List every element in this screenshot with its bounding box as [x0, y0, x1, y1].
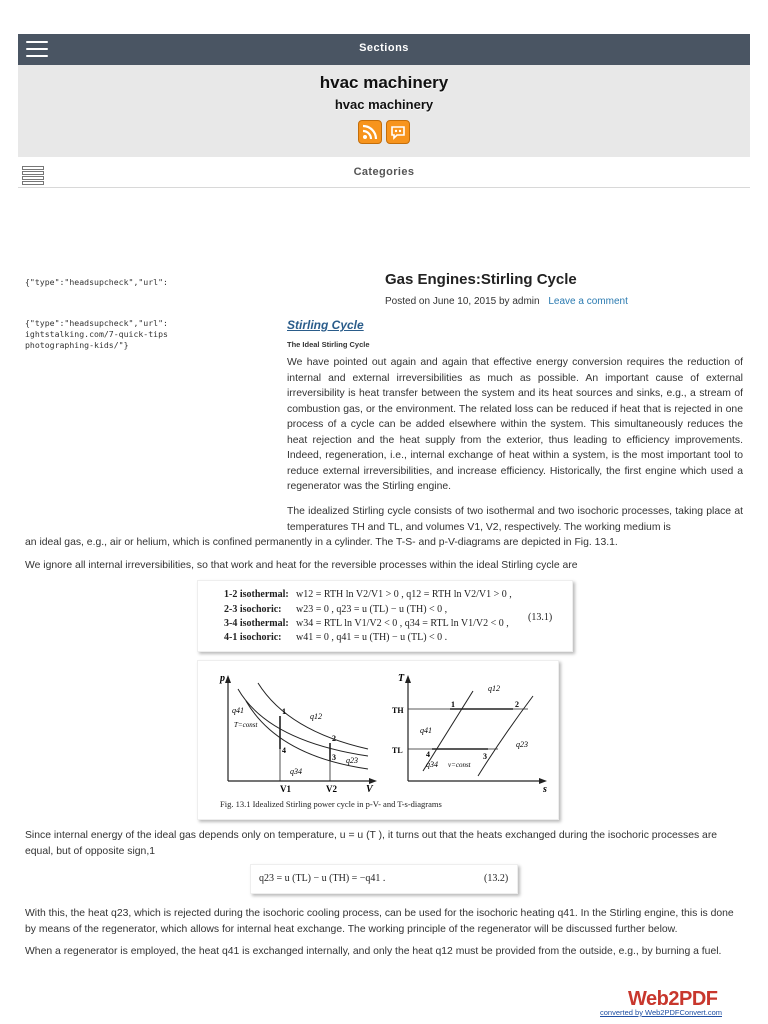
ts-q41: q41 [420, 726, 432, 735]
equation-13-1 [197, 580, 573, 652]
pv-v1: V1 [280, 784, 291, 794]
ts-q34: q34 [426, 760, 438, 769]
ts-th: TH [392, 706, 404, 715]
equation-number: (13.2) [484, 873, 509, 884]
eq-label: 3-4 isothermal: [224, 618, 289, 629]
logo-text: Web2PDF [628, 988, 718, 1010]
equation-number: (13.1) [528, 612, 553, 623]
eq-q: , q12 = RTH ln V2/V1 > 0 , [401, 589, 512, 600]
pv-point-2: 2 [332, 734, 336, 743]
converted-by-link[interactable]: converted by Web2PDFConvert.com [600, 1008, 722, 1017]
pv-q34: q34 [290, 767, 302, 776]
eq-w: w41 = 0 [296, 632, 329, 643]
post-meta [385, 296, 628, 307]
ts-point-1: 1 [451, 700, 455, 709]
equation-text: q23 = u (TL) − u (TH) = −q41 . [259, 873, 386, 884]
subsection-heading: The Ideal Stirling Cycle [287, 340, 370, 349]
paragraph-6: When a regenerator is employed, the heat q41 is exchanged internally, and only the heat q12 must be provided from the outside, e.g., by burning a fuel. [25, 946, 722, 957]
eq-label: 4-1 isochoric: [224, 632, 282, 643]
eq-q: , q41 = u (TH) − u (TL) < 0 . [331, 632, 448, 643]
posted-on-label: Posted on [385, 296, 431, 307]
ts-q12: q12 [488, 684, 500, 693]
site-header [18, 65, 750, 157]
ts-vconst: v=const [448, 761, 471, 769]
ts-xlabel: s [543, 784, 547, 795]
pv-xlabel: V [366, 784, 373, 795]
pv-q12: q12 [310, 712, 322, 721]
section-heading: Stirling Cycle [287, 318, 364, 332]
comments-feed-icon[interactable] [386, 120, 410, 144]
categories-label[interactable]: Categories [353, 166, 415, 178]
eq-w: w34 = RTL ln V1/V2 < 0 [296, 618, 398, 629]
ts-ylabel: T [398, 673, 405, 684]
pv-ylabel: p [220, 673, 225, 684]
sections-bar[interactable] [18, 34, 750, 65]
eq-w: w12 = RTH ln V2/V1 > 0 [296, 589, 399, 600]
pv-q41: q41 [232, 706, 244, 715]
paragraph-3: We ignore all internal irreversibilities, so that work and heat for the reversible processes within the ideal Stirling cycle are [25, 560, 578, 571]
ts-point-2: 2 [515, 700, 519, 709]
ts-point-4: 4 [426, 750, 430, 759]
stirling-diagrams [198, 661, 558, 796]
eq-label: 1-2 isothermal: [224, 589, 289, 600]
ts-point-3: 3 [483, 752, 487, 761]
equation-row [224, 589, 512, 600]
rss-icon[interactable] [358, 120, 382, 144]
ts-q23: q23 [516, 740, 528, 749]
ts-diagram [392, 673, 547, 795]
eq-q: , q23 = u (TL) − u (TH) < 0 , [331, 604, 448, 615]
pv-point-1: 1 [282, 707, 286, 716]
ts-tl: TL [392, 746, 403, 755]
pv-v2: V2 [326, 784, 337, 794]
equation-row [224, 604, 447, 615]
eq-w: w23 = 0 [296, 604, 329, 615]
pv-point-4: 4 [282, 746, 286, 755]
post-author[interactable]: admin [512, 296, 540, 307]
pv-tconst: T=const [234, 721, 258, 729]
paragraph-2b: an ideal gas, e.g., air or helium, which is confined permanently in a cylinder. The T-S- and p-V-diagrams are depicted in Fig. 13.1. [25, 537, 618, 548]
eq-label: 2-3 isochoric: [224, 604, 282, 615]
sidebar-widget-code-2: {"type":"headsupcheck","url": ightstalking.com/7-quick-tips photographing-kids/"} [25, 318, 168, 350]
equation-row [224, 618, 509, 629]
figure-caption: Fig. 13.1 Idealized Stirling power cycle in p-V- and T-s-diagrams [220, 799, 442, 809]
paragraph-5: With this, the heat q23, which is rejected during the isochoric cooling process, can be used for the isochoric heating q41. In the Stirling engine, this is done by means of the regenerator, which allows for internal heat exchange. The working principle of the regenerator will be discussed further below. [25, 908, 734, 935]
eq-q: , q34 = RTL ln V1/V2 < 0 , [399, 618, 509, 629]
pv-diagram [219, 673, 377, 795]
categories-bar[interactable] [18, 157, 750, 188]
equation-13-2 [250, 864, 518, 894]
paragraph-2a: The idealized Stirling cycle consists of two isothermal and two isochoric processes, taking place at temperatures TH and TL, and volumes V1, V2, respectively. The working medium is [287, 506, 743, 533]
paragraph-1: We have pointed out again and again that effective energy conversion requires the reduction of internal and external irreversibilities as much as possible. An important cause of external irreversibility is heat transfer between the system and its heat sources and sinks, e.g., a stream of combustion gas, or the environment. The related loss can be reduced if heat that is rejected in one process of a cycle can be added elsewhere within the system. This simultaneously reduces the heat rejection and the heat supply from the exterior, thus leading to efficiency improvements. Indeed, regeneration, i.e., internal exchange of heat within a system, is the most important tool to reduce external irreversibilities, and increase efficiency. Historically, the first engine which used a regenerator was the Stirling engine. [287, 357, 743, 492]
feed-icons [18, 120, 750, 144]
post-date[interactable]: June 10, 2015 [432, 296, 497, 307]
pv-q23: q23 [346, 756, 358, 765]
figure-13-1 [197, 660, 559, 820]
equation-row [224, 632, 447, 643]
pv-point-3: 3 [332, 753, 336, 762]
sidebar-widget-code-1: {"type":"headsupcheck","url": [25, 277, 168, 287]
site-description: hvac machinery [334, 97, 434, 112]
paragraph-4: Since internal energy of the ideal gas depends only on temperature, u = u (T ), it turns out that the heats exchanged during the isochoric processes are equal, but of opposite sign,1 [25, 830, 718, 857]
leave-comment-link[interactable]: Leave a comment [548, 296, 628, 307]
site-title[interactable]: hvac machinery [319, 73, 449, 92]
by-label: by [499, 296, 510, 307]
post-title[interactable]: Gas Engines:Stirling Cycle [385, 271, 577, 288]
sections-label[interactable]: Sections [359, 42, 409, 54]
